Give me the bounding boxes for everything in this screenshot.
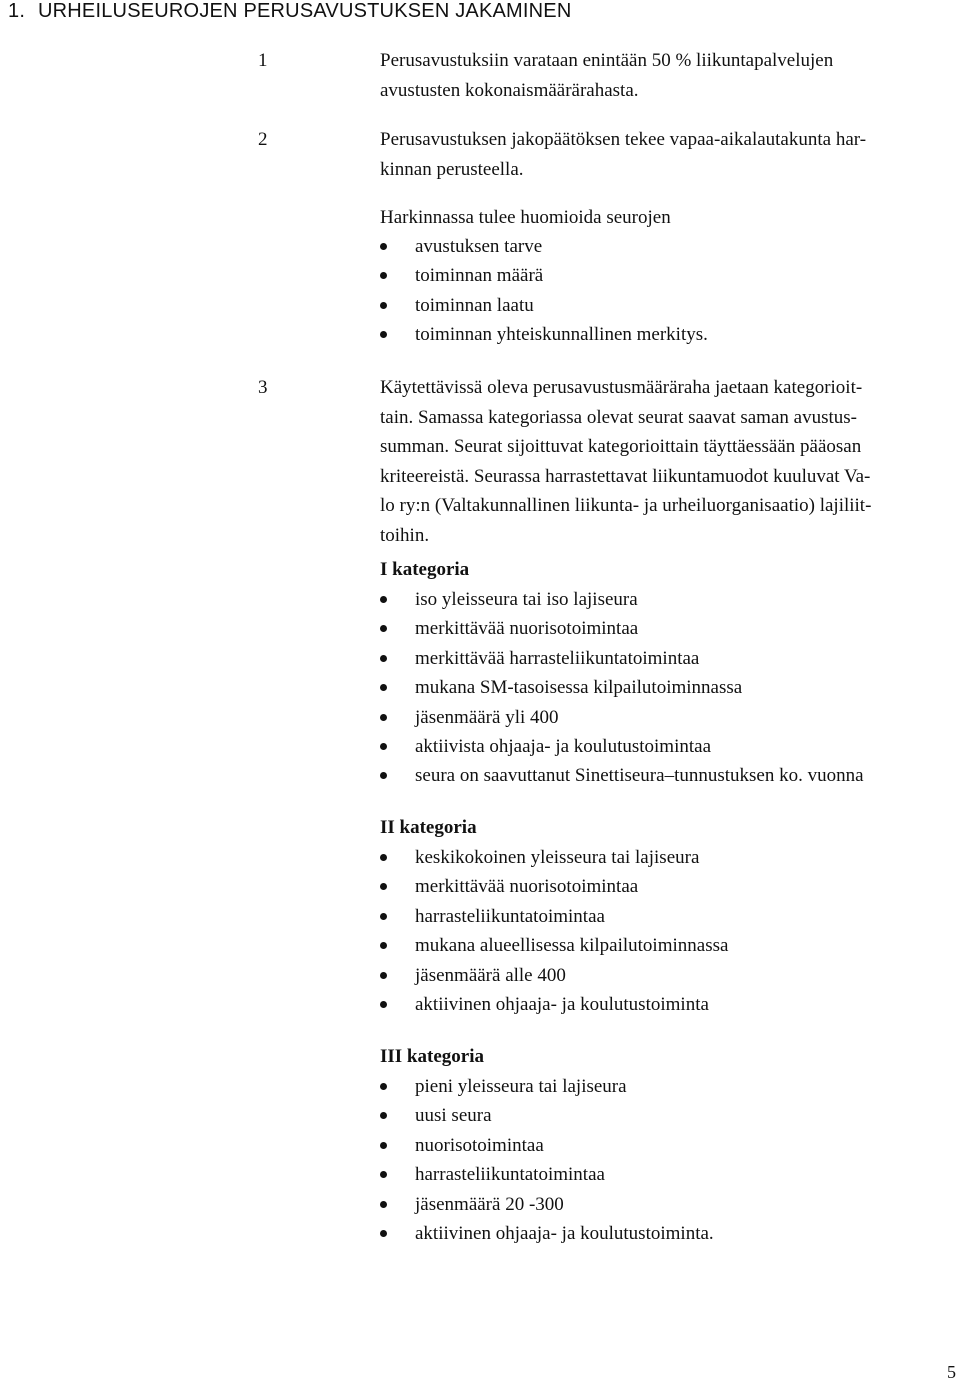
- list-item: toiminnan laatu: [380, 291, 708, 320]
- list-item: iso yleisseura tai iso lajiseura: [380, 585, 864, 614]
- item-line: kriteereistä. Seurassa harrastettavat liikuntamuodot kuuluvat Va-: [380, 465, 871, 487]
- list-item: aktiivista ohjaaja- ja koulutustoimintaa: [380, 732, 864, 761]
- list-item: aktiivinen ohjaaja- ja koulutustoiminta: [380, 990, 728, 1019]
- list-item: merkittävää harrasteliikuntatoimintaa: [380, 644, 864, 673]
- bullet-icon: [380, 625, 387, 632]
- bullet-icon: [380, 1201, 387, 1208]
- bullet-icon: [380, 772, 387, 779]
- item-number: 1: [258, 50, 268, 71]
- section-heading-number: 1.: [8, 0, 26, 22]
- section-heading: [8, 0, 571, 23]
- bullet-icon: [380, 1112, 387, 1119]
- bullet-icon: [380, 714, 387, 721]
- bullet-icon: [380, 331, 387, 338]
- category-list-1: [380, 585, 864, 791]
- bullet-icon: [380, 1171, 387, 1178]
- item-line: toihin.: [380, 524, 430, 546]
- bullet-icon: [380, 854, 387, 861]
- item-text: [380, 373, 950, 550]
- list-item: merkittävää nuorisotoimintaa: [380, 872, 728, 901]
- list-item: avustuksen tarve: [380, 232, 708, 261]
- page-number: 5: [947, 1362, 956, 1382]
- bullet-icon: [380, 1083, 387, 1090]
- bullet-icon: [380, 302, 387, 309]
- item-line: lo ry:n (Valtakunnallinen liikunta- ja urheiluorganisaatio) lajiliit-: [380, 495, 872, 516]
- bullet-icon: [380, 1230, 387, 1237]
- bullet-icon: [380, 743, 387, 750]
- list-item: nuorisotoimintaa: [380, 1131, 714, 1160]
- item-number: 3: [258, 377, 268, 398]
- list-item: pieni yleisseura tai lajiseura: [380, 1072, 714, 1101]
- list-item: toiminnan yhteiskunnallinen merkitys.: [380, 320, 708, 349]
- list-item: toiminnan määrä: [380, 261, 708, 290]
- bullet-icon: [380, 655, 387, 662]
- list-item: merkittävää nuorisotoimintaa: [380, 614, 864, 643]
- list-item: harrasteliikuntatoimintaa: [380, 1160, 714, 1189]
- list-item: keskikokoinen yleisseura tai lajiseura: [380, 843, 728, 872]
- list-item: jäsenmäärä 20 -300: [380, 1190, 714, 1219]
- bullet-icon: [380, 1142, 387, 1149]
- list-item: aktiivinen ohjaaja- ja koulutustoiminta.: [380, 1219, 714, 1248]
- item-line: Perusavustuksiin varataan enintään 50 % liikuntapalvelujen: [380, 50, 834, 71]
- bullet-icon: [380, 243, 387, 250]
- consideration-list: [380, 232, 708, 350]
- bullet-icon: [380, 883, 387, 890]
- list-item: jäsenmäärä alle 400: [380, 961, 728, 990]
- list-item: jäsenmäärä yli 400: [380, 703, 864, 732]
- item-line: summan. Seurat sijoittuvat kategorioittain täyttäessään pääosan: [380, 436, 862, 457]
- bullet-icon: [380, 272, 387, 279]
- bullet-icon: [380, 596, 387, 603]
- item-text: [380, 125, 950, 184]
- category-title-1: I kategoria: [380, 559, 470, 580]
- list-item: mukana SM-tasoisessa kilpailutoiminnassa: [380, 673, 864, 702]
- list-item: seura on saavuttanut Sinettiseura–tunnustuksen ko. vuonna: [380, 761, 864, 790]
- item-line: tain. Samassa kategoriassa olevat seurat saavat saman avustus-: [380, 406, 857, 428]
- category-title-2: II kategoria: [380, 817, 477, 838]
- list-item: uusi seura: [380, 1101, 714, 1130]
- item-line: Perusavustuksen jakopäätöksen tekee vapaa-aikalautakunta har-: [380, 129, 867, 150]
- consideration-intro: Harkinnassa tulee huomioida seurojen: [380, 207, 671, 228]
- item-line: Käytettävissä oleva perusavustusmääräraha jaetaan kategorioit-: [380, 377, 863, 398]
- bullet-icon: [380, 913, 387, 920]
- category-list-3: [380, 1072, 714, 1248]
- bullet-icon: [380, 1001, 387, 1008]
- item-line: kinnan perusteella.: [380, 158, 524, 180]
- item-text: [380, 46, 950, 105]
- list-item: harrasteliikuntatoimintaa: [380, 902, 728, 931]
- bullet-icon: [380, 972, 387, 979]
- section-heading-text: URHEILUSEUROJEN PERUSAVUSTUKSEN JAKAMINEN: [38, 0, 572, 22]
- bullet-icon: [380, 942, 387, 949]
- category-title-3: III kategoria: [380, 1046, 484, 1067]
- category-list-2: [380, 843, 728, 1019]
- bullet-icon: [380, 684, 387, 691]
- list-item: mukana alueellisessa kilpailutoiminnassa: [380, 931, 728, 960]
- item-number: 2: [258, 129, 268, 150]
- item-line: avustusten kokonaismäärärahasta.: [380, 79, 639, 101]
